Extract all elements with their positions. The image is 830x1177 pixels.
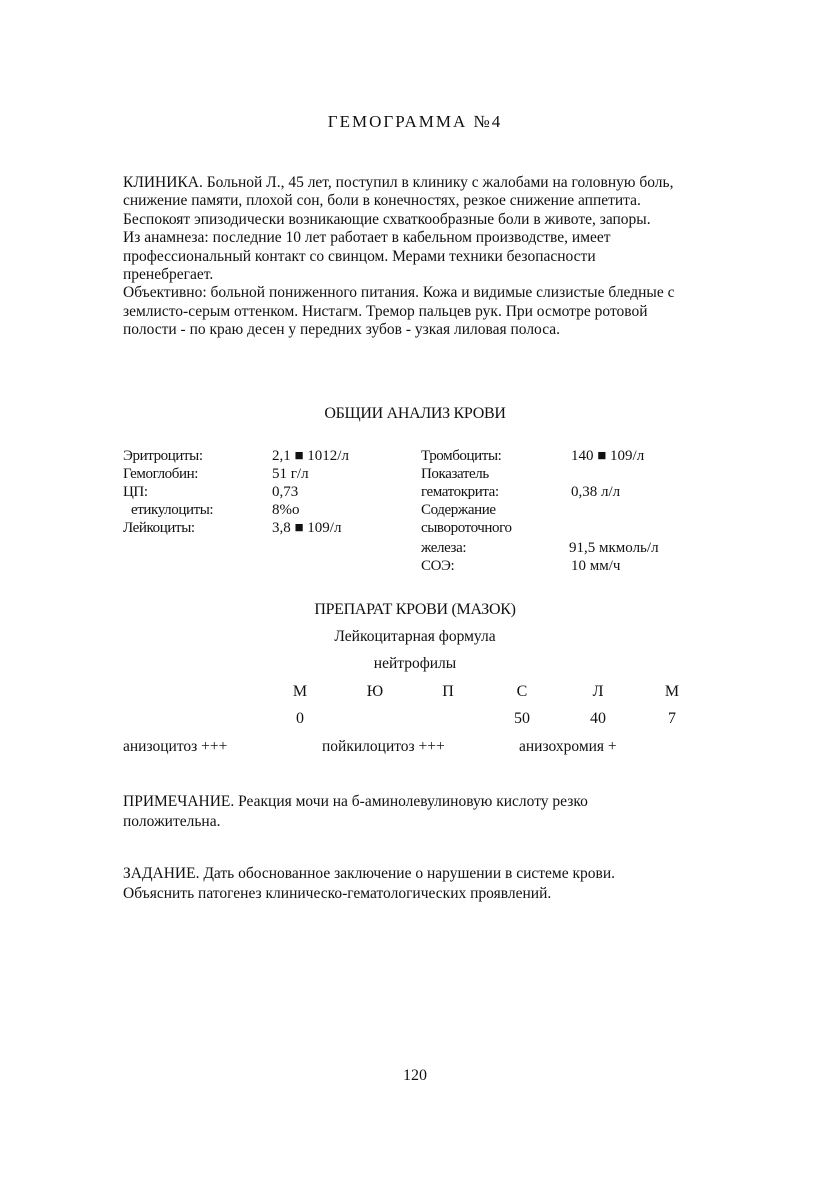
column-header: П xyxy=(442,683,454,700)
formula-value: 7 xyxy=(668,710,676,727)
lab-label-esr: СОЭ: xyxy=(421,558,455,574)
poikilocytosis-text: пойкилоцитоз +++ xyxy=(322,738,445,755)
neutrophils-label: нейтрофилы xyxy=(373,655,457,672)
lab-label-reticulocytes: етикулоциты: xyxy=(131,502,214,518)
lab-label-iron-1: Содержание xyxy=(421,502,496,518)
lab-value-erythrocytes: 2,1 ■ 1012/л xyxy=(272,448,349,464)
clinic-line: полости - по краю десен у передних зубов - узкая лиловая полоса. xyxy=(123,321,561,339)
lab-value-hematocrit: 0,38 л/л xyxy=(571,484,621,500)
lab-value-esr: 10 мм/ч xyxy=(571,558,621,574)
note-line: ПРИМЕЧАНИЕ. Реакция мочи на б-аминолевулиновую кислоту резко xyxy=(123,793,588,810)
note-paragraph xyxy=(123,792,588,832)
lab-label-erythrocytes: Эритроциты: xyxy=(123,448,203,464)
lab-label-color-index: ЦП: xyxy=(123,484,148,500)
note-line: положительна. xyxy=(123,813,221,830)
lab-label-hematocrit-1: Показатель xyxy=(421,466,489,482)
clinic-line: Объективно: больной пониженного питания. Кожа и видимые слизистые бледные с xyxy=(123,284,675,302)
task-paragraph xyxy=(123,864,615,904)
clinic-line: Из анамнеза: последние 10 лет работает в кабельном производстве, имеет xyxy=(123,229,611,247)
lab-value-reticulocytes: 8%o xyxy=(272,502,300,518)
clinic-paragraph xyxy=(123,174,723,340)
column-header: М xyxy=(664,683,680,700)
lab-label-hemoglobin: Гемоглобин: xyxy=(123,466,199,482)
clinic-line: снижение памяти, плохой сон, боли в конечностях, резкое снижение аппетита. xyxy=(123,192,641,210)
lab-label-iron-2: сывороточного xyxy=(421,520,512,536)
clinic-line: профессиональный контакт со свинцом. Мерами техники безопасности xyxy=(123,247,596,265)
column-header: Л xyxy=(592,683,604,700)
page-number: 120 xyxy=(403,1067,427,1084)
document-title: ГЕМОГРАММА №4 xyxy=(327,112,503,131)
clinic-line: землисто-серым оттенком. Нистагм. Тремор пальцев рук. При осмотре ротовой xyxy=(123,302,648,320)
lab-label-iron-3: железа: xyxy=(421,540,467,556)
blood-test-heading: ОБЩИИ АНАЛИЗ КРОВИ xyxy=(324,405,506,422)
lab-label-hematocrit-2: гематокрита: xyxy=(421,484,499,500)
column-header: Ю xyxy=(366,683,384,700)
leukocyte-formula-heading: Лейкоцитарная формула xyxy=(334,628,496,645)
lab-value-color-index: 0,73 xyxy=(272,484,299,500)
task-line: ЗАДАНИЕ. Дать обоснованное заключение о нарушении в системе крови. xyxy=(123,865,616,882)
lab-value-leukocytes: 3,8 ■ 109/л xyxy=(272,520,342,536)
clinic-line: Беспокоят эпизодически возникающие схваткообразные боли в животе, запоры. xyxy=(123,210,651,228)
column-header: М xyxy=(292,683,308,700)
lab-value-hemoglobin: 51 г/л xyxy=(272,466,309,482)
task-line: Объяснить патогенез клиническо-гематологических проявлений. xyxy=(123,885,552,902)
anisochromia-text: анизохромия + xyxy=(519,738,617,755)
clinic-line: КЛИНИКА. Больной Л., 45 лет, поступил в клинику с жалобами на головную боль, xyxy=(123,174,674,191)
clinic-line: пренебрегает. xyxy=(123,266,214,284)
lab-value-iron: 91,5 мкмоль/л xyxy=(569,540,659,556)
anisocytosis-text: анизоцитоз +++ xyxy=(123,738,228,755)
lab-label-platelets: Тромбоциты: xyxy=(421,448,502,464)
lab-label-leukocytes: Лейкоциты: xyxy=(123,520,195,536)
formula-value: 0 xyxy=(296,710,304,727)
formula-value: 50 xyxy=(514,710,530,727)
lab-value-platelets: 140 ■ 109/л xyxy=(571,448,645,464)
column-header: С xyxy=(516,683,528,700)
formula-value: 40 xyxy=(590,710,606,727)
smear-heading: ПРЕПАРАТ КРОВИ (МАЗОК) xyxy=(314,601,516,618)
